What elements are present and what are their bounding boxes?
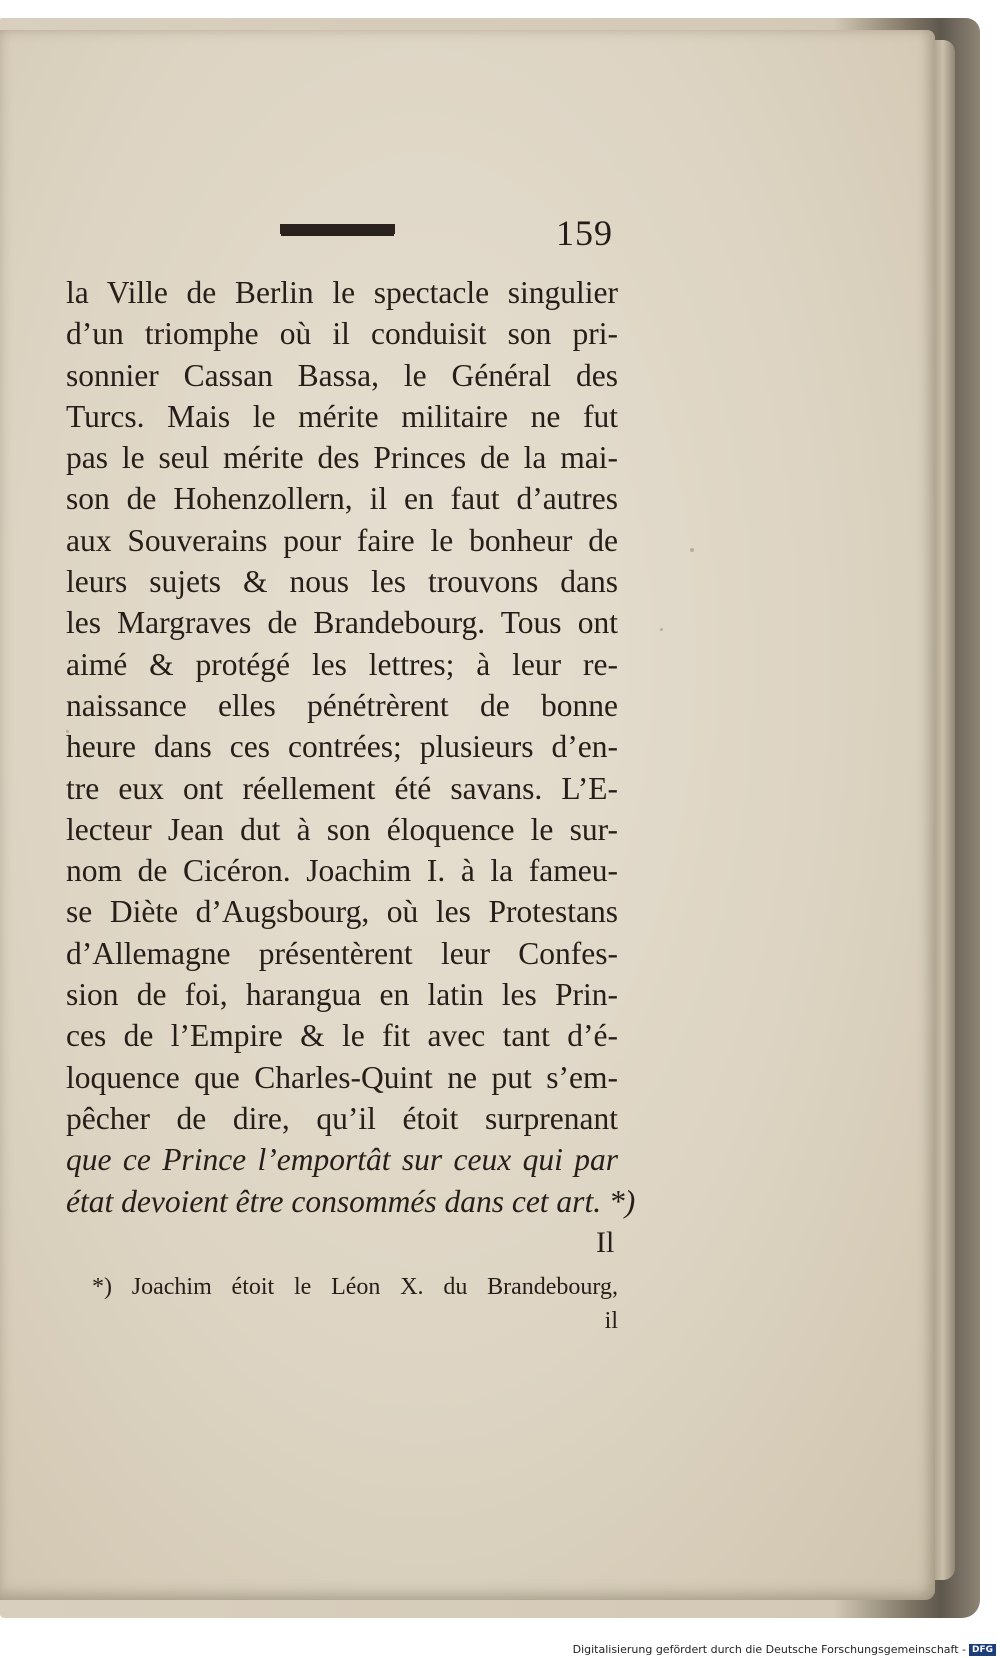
text-line: les Margraves de Brandebourg. Tous ont	[66, 605, 618, 641]
text-line: ces de l’Empire & le fit avec tant d’é-	[66, 1018, 618, 1054]
footnote-line: *) Joachim étoit le Léon X. du Brandebourg,	[92, 1274, 618, 1300]
paper-spot	[660, 628, 663, 631]
text-line: Turcs. Mais le mérite militaire ne fut	[66, 398, 618, 434]
digitization-credit	[573, 1643, 996, 1656]
header-ornament-rule	[280, 224, 395, 234]
dfg-logo: DFG	[969, 1644, 996, 1656]
text-line: se Diète d’Augsbourg, où les Protestans	[66, 894, 618, 930]
text-line: loquence que Charles-Quint ne put s’em-	[66, 1059, 618, 1095]
text-line: sonnier Cassan Bassa, le Général des	[66, 357, 618, 393]
catchword: Il	[596, 1226, 615, 1259]
credit-text: Digitalisierung gefördert durch die Deutsche Forschungsgemeinschaft -	[572, 1643, 966, 1656]
text-line: la Ville de Berlin le spectacle singulier	[66, 275, 618, 310]
text-line-italic: état devoient être consommés dans cet art. *)	[66, 1183, 636, 1219]
page-number: 159	[556, 213, 613, 253]
text-line: heure dans ces contrées; plusieurs d’en-	[66, 729, 618, 765]
text-line: aimé & protégé les lettres; à leur re-	[66, 646, 618, 682]
text-line: leurs sujets & nous les trouvons dans	[66, 564, 618, 600]
text-line: nom de Cicéron. Joachim I. à la fameu-	[66, 853, 618, 889]
footnote-catchword: il	[604, 1308, 618, 1334]
text-line: pas le seul mérite des Princes de la mai-	[66, 440, 618, 476]
text-line: aux Souverains pour faire le bonheur de	[66, 522, 618, 558]
text-line: sion de foi, harangua en latin les Prin-	[66, 977, 618, 1013]
text-line: d’Allemagne présentèrent leur Confes-	[66, 935, 618, 971]
body-text	[66, 272, 636, 1222]
text-line: d’un triomphe où il conduisit son pri-	[66, 316, 618, 352]
paper-spot	[690, 548, 694, 552]
text-line: son de Hohenzollern, il en faut d’autres	[66, 481, 618, 517]
text-line: pêcher de dire, qu’il étoit surprenant	[66, 1100, 618, 1136]
footnote	[92, 1270, 618, 1338]
text-line-italic: que ce Prince l’emportât sur ceux qui par	[66, 1142, 618, 1178]
text-line: naissance elles pénétrèrent de bonne	[66, 687, 618, 723]
text-line: tre eux ont réellement été savans. L’E-	[66, 770, 618, 806]
text-line: lecteur Jean dut à son éloquence le sur-	[66, 811, 618, 847]
